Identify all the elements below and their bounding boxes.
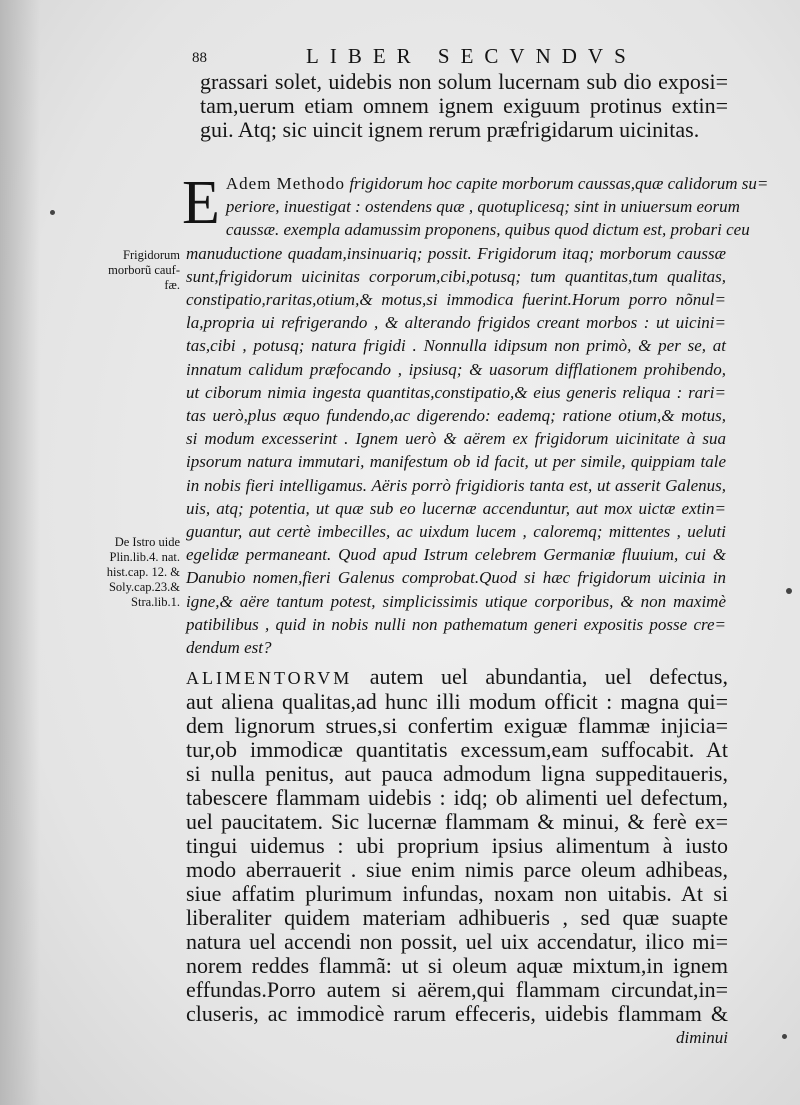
text-line: effundas.Porro autem si aërem,qui flammam circundat,in=	[186, 977, 728, 1002]
commentary-block	[182, 169, 769, 659]
commentary-line: periore, inuestigat : ostendens quæ , quotuplicesq; sint in uniuersum eorum	[225, 197, 740, 217]
text-line: natura uel accendi non possit, uel uix accendatur, ilico mi=	[186, 929, 728, 954]
commentary-line: igne,& aëre tantum potest, simplicissimis utique corporibus, & non maximè	[186, 591, 726, 611]
text-line: tur,ob immodicæ quantitatis excessum,eam suffocabit. At	[186, 737, 728, 762]
commentary-line: egelidæ permaneant. Quod apud Istrum celebrem Germaniæ fluuium, cui &	[186, 545, 726, 565]
drop-capital: E	[182, 169, 220, 237]
commentary-incipit: Adem Methodo	[225, 174, 346, 193]
ink-spot	[782, 1034, 787, 1039]
text-line: siue affatim plurimum infundas, noxam non uitabis. At si	[186, 881, 728, 906]
commentary-line: ipsorum natura immutari, manifestum ob id facit, ut per simile, quippiam tale	[186, 452, 726, 472]
text-line: tam,uerum etiam omnem ignem exiguum protinus extin=	[200, 93, 728, 118]
commentary-line: uis, atq; potentia, ut quæ sub eo lucernæ accenduntur, aut mox uictæ extin=	[186, 498, 726, 518]
top-text-block	[200, 70, 728, 142]
page-header	[186, 42, 726, 72]
margin-note-istro	[60, 535, 180, 610]
margin-note-line: Frigidorum	[123, 248, 180, 262]
running-head: LIBER SECVNDVS	[306, 44, 637, 68]
commentary-line: dendum est?	[186, 638, 272, 658]
commentary-line: si modum excesserint . Ignem uerò & aërem ex frigidorum uicinitate à sua	[186, 429, 726, 449]
text-line: gui. Atq; sic uincit ignem rerum præfrigidarum uicinitas.	[200, 117, 700, 142]
commentary-line	[186, 172, 769, 195]
text-line: uel paucitatem. Sic lucernæ flammam & minui, & ferè ex=	[186, 809, 728, 834]
gutter-shadow	[0, 0, 40, 1105]
catchword: diminui	[676, 1028, 728, 1047]
margin-note-line: Plin.lib.4. nat.	[109, 550, 180, 564]
commentary-line: guantur, aut certè imbecilles, ac uixdum lucem , caloremq; mittentes , ueluti	[186, 522, 726, 542]
text-line: dem lignorum strues,si confertim exiguæ flammæ injicia=	[186, 713, 728, 738]
text-line: cluseris, ac immodicè rarum effeceris, uidebis flammam &	[186, 1001, 728, 1026]
ink-spot	[786, 588, 792, 594]
text-line: tingui uidemus : ubi proprium ipsius alimentum à iusto	[186, 833, 728, 858]
ink-spot	[50, 210, 55, 215]
margin-note-line: De Istro uide	[114, 535, 180, 549]
folio-number: 88	[192, 50, 207, 66]
text-line-rest: autem uel abundantia, uel defectus,	[352, 664, 728, 689]
text-line: modo aberrauerit . siue enim nimis parce oleum adhibeas,	[186, 857, 728, 882]
commentary-line: la,propria ui refrigerando , & alterando frigidos creant morbos : ut uicini=	[186, 313, 726, 333]
text-line	[186, 665, 728, 690]
commentary-line: caussæ. exempla adamussim proponens, quibus quod dictum est, probari ceu	[225, 220, 750, 240]
text-line: grassari solet, uidebis non solum lucernam sub dio exposi=	[200, 69, 728, 94]
commentary-line: patibilibus , quid in nobis nulli non pathematum generi expositis posse cre=	[186, 614, 726, 634]
alimentorum-block	[186, 665, 728, 1050]
margin-note-line: fæ.	[164, 278, 180, 292]
text-line: aut aliena qualitas,ad hunc illi modum officit : magna qui=	[186, 689, 728, 714]
margin-note-frigidorum	[60, 248, 180, 293]
text-line: liberaliter quidem materiam adhibueris , sed quæ suapte	[186, 905, 728, 930]
commentary-line: Danubio nomen,fieri Galenus comprobat.Quod si hæc frigidorum uicinia in	[186, 568, 726, 588]
commentary-line: manuductione quadam,insinuariq; possit. Frigidorum itaq; morborum caussæ	[186, 243, 726, 263]
margin-note-line: Stra.lib.1.	[131, 595, 180, 609]
text-line: si nulla penitus, aut pauca admodum ligna suppeditaueris,	[186, 761, 728, 786]
margin-note-line: hist.cap. 12. &	[106, 565, 180, 579]
commentary-line: innatum calidum præfocando , ipsiusq; & uasorum difflationem prohibendo,	[186, 359, 726, 379]
commentary-line: ut ciborum nimia ingesta quantitas,constipatio,& eius generis reliqua : rari=	[186, 382, 726, 402]
text-line: tabescere flammam uidebis : idq; ob alimenti uel defectum,	[186, 785, 728, 810]
text-line: norem reddes flammã: ut si oleum aquæ mixtum,in ignem	[186, 953, 728, 978]
commentary-line: in nobis fieri intelligamus. Aëris porrò frigidioris tanta est, ut asserit Galenus,	[186, 475, 726, 495]
commentary-line: tas,cibi , potusq; natura frigidi . Nonnulla idipsum non primò, & per se, at	[186, 336, 726, 356]
commentary-line: sunt,frigidorum uicinitas corporum,cibi,potusq; tum quantitas,tum qualitas,	[186, 266, 726, 286]
commentary-line: constipatio,raritas,otium,& motus,si immodica fuerint.Horum porro nõnul=	[186, 290, 726, 310]
commentary-line-rest: frigidorum hoc capite morborum caussas,quæ calidorum su=	[345, 174, 769, 193]
commentary-line: tas uerò,plus æquo fundendo,ac digerendo: eademq; ratione otium,& motus,	[186, 406, 726, 426]
section-incipit: ALIMENTORVM	[186, 668, 353, 688]
margin-note-line: Soly.cap.23.&	[108, 580, 180, 594]
margin-note-line: morborũ cauf-	[108, 263, 180, 277]
